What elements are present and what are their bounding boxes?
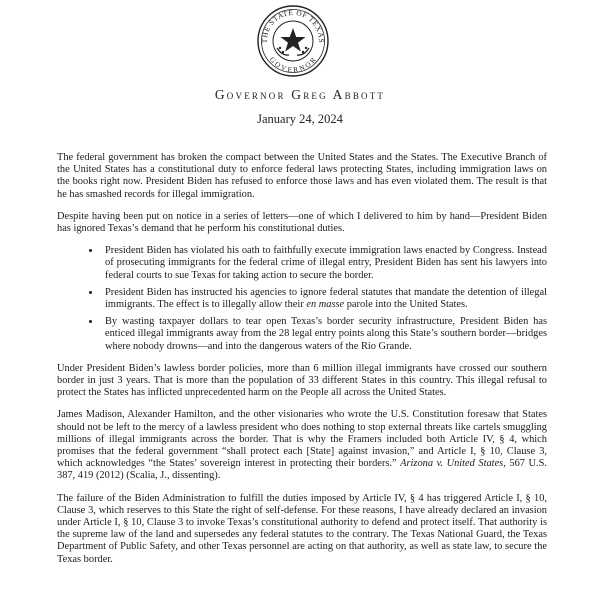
paragraph-border-policies: Under President Biden’s lawless border policies, more than 6 million illegal immigrants have crossed our southern border in just 3 years. That is more than the population of 33 different States in this country. This illegal refusal to protect the States has inflicted unprecedented harm on the People all across the United States. <box>57 362 547 399</box>
bullet-detention-tail: parole into the United States. <box>344 299 468 311</box>
paragraph-framers-text: James Madison, Alexander Hamilton, and the other visionaries who wrote the U.S. Constitution foresaw that States should not be left to the mercy of a lawless president who does nothing to stop external threats like cartels smuggling millions of illegal immigrants across the border. That is why the Framers included both Article IV, § 4, which promises that the federal government “shall protect each [State] against invasion,” and Article I, § 10, Clause 3, which acknowledges “the States’ sovereign interest in protecting their borders.” <box>57 409 547 470</box>
paragraph-compact: The federal government has broken the compact between the United States and the States. The Executive Branch of the United States has a constitutional duty to enforce federal laws protecting States, including immigration laws on the books right now. President Biden has refused to enforce those laws and has even violated them. The result is that he has smashed records for illegal immigration. <box>57 152 547 200</box>
lone-star-seal-icon <box>256 4 330 78</box>
letter-date: January 24, 2024 <box>257 112 343 126</box>
letter-body <box>57 152 547 576</box>
case-citation-name: Arizona v. United States <box>400 458 504 470</box>
governor-name: Governor Greg Abbott <box>214 87 386 102</box>
paragraph-framers <box>57 409 547 482</box>
bullet-list <box>57 245 547 353</box>
bullet-detention-italic: en masse <box>306 299 345 311</box>
paragraph-self-defense: The failure of the Biden Administration to fulfill the duties imposed by Article IV, § 4 has triggered Article I, § 10, Clause 3, which reserves to this State the right of self-defense. For these reasons, I have already declared an invasion under Article I, § 10, Clause 3 to invoke Texas’s constitutional authority to defend and protect itself. That authority is the supreme law of the land and supersedes any federal statutes to the contrary. The Texas National Guard, the Texas Department of Public Safety, and other Texas personnel are acting on that authority, as well as state law, to secure the Texas border. <box>57 492 547 565</box>
bullet-infrastructure: • By wasting taxpayer dollars to tear open Texas’s border security infrastructure, President Biden has enticed illegal immigrants away from the 28 legal entry points along this State’s southern border—bridges where nobody drowns—and into the dangerous waters of the Rio Grande. <box>101 316 547 353</box>
paragraph-notice: Despite having been put on notice in a series of letters—one of which I delivered to him by hand—President Biden has ignored Texas’s demand that he perform his constitutional duties. <box>57 210 547 235</box>
seal-upper-text: THE STATE OF TEXAS <box>259 7 327 44</box>
bullet-detention <box>101 287 547 311</box>
bullet-oath: • President Biden has violated his oath to faithfully execute immigration laws enacted by Congress. Instead of prosecuting immigrants for the federal crime of illegal entry, President Biden has sent his lawyers into federal courts to sue Texas for taking action to secure the border. <box>101 245 547 282</box>
bullet-detention-text: President Biden has instructed his agencies to ignore federal statutes that mandate the detention of illegal immigrants. The effect is to illegally allow their <box>105 286 547 311</box>
seal-lower-text: GOVERNOR <box>268 55 318 74</box>
case-citation-ref: , 567 U.S. 387, 419 (2012) (Scalia, J., dissenting). <box>57 458 547 482</box>
